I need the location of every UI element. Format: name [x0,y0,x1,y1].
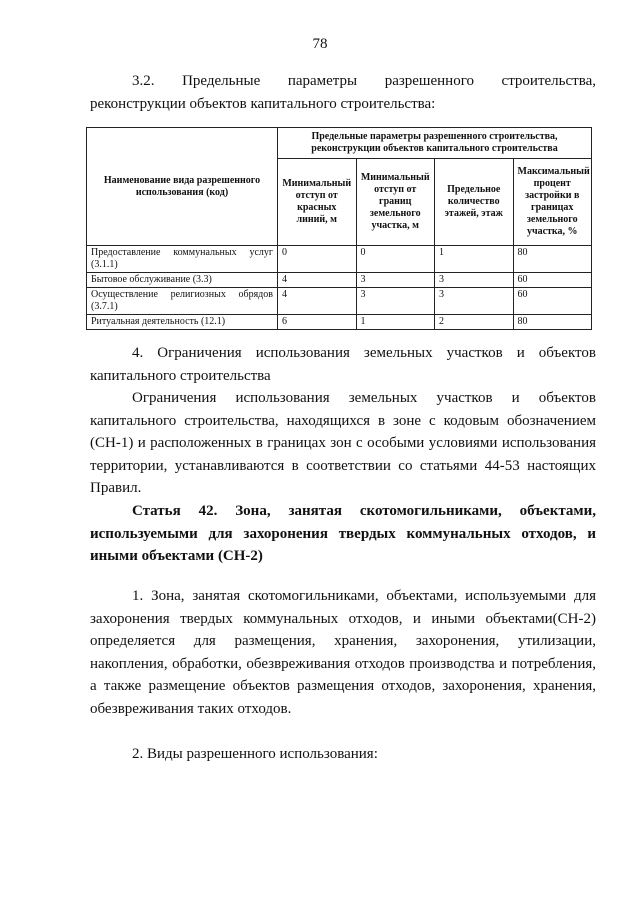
table-cell-name: Осуществление религиозных обрядов (3.7.1) [87,288,278,315]
section-3-2-number: 3.2. [132,73,155,89]
table-row [87,273,592,288]
table-cell: 3 [356,273,435,288]
section-3-2-paragraph [90,70,596,115]
clause-2-paragraph: 2. Виды разрешенного использования: [132,746,378,762]
table-cell: 60 [513,273,592,288]
table-cell: 3 [356,288,435,315]
section-3-2-text: Предельные параметры разрешенного строительства, реконструкции объектов капитального строительства: [90,73,597,112]
table-cell-name: Бытовое обслуживание (3.3) [87,273,278,288]
article-42-heading: Статья 42. Зона, занятая скотомогильниками, объектами, используемыми для захоронения твердых коммунальных отходов, и иными объектами (СН-2) [90,503,596,564]
table-cell-name: Предоставление коммунальных услуг (3.1.1) [87,246,278,273]
table-header-group: Предельные параметры разрешенного строительства, реконструкции объектов капитального строительства [278,128,592,159]
table-header-name: Наименование вида разрешенного использования (код) [87,128,278,246]
table-header-col-3: Предельное количество этажей, этаж [435,159,514,246]
section-4-heading: 4. Ограничения использования земельных участков и объектов капитального строительства [90,345,596,384]
table-cell: 80 [513,246,592,273]
table-cell: 3 [435,288,514,315]
table-header-row-1 [87,128,592,159]
table-row [87,246,592,273]
table-row [87,315,592,330]
clause-1-paragraph: 1. Зона, занятая скотомогильниками, объектами, используемыми для захоронения твердых коммунальных отходов, и иными объектами(СН-2) определяется для размещения, хранения, захоронения, утилизации, накопления, обработки, обезвреживания отходов производства и потребления, а также размещение объектов размещения отходов, захоронения, хранения, обезвреживания таких отходов. [90,588,596,717]
page-number: 78 [312,36,328,52]
table-cell: 0 [278,246,357,273]
table-cell: 4 [278,288,357,315]
table-cell: 0 [356,246,435,273]
table-cell: 3 [435,273,514,288]
table-cell: 1 [435,246,514,273]
parameters-table [86,127,592,330]
table-cell: 2 [435,315,514,330]
table-header-col-2: Минимальный отступ от границ земельного участка, м [356,159,435,246]
table-cell: 6 [278,315,357,330]
table-cell: 4 [278,273,357,288]
table-row [87,288,592,315]
section-4-body: Ограничения использования земельных участков и объектов капитального строительства, находящихся в зоне с кодовым обозначением (СН-1) и расположенных в границах зон с особыми условиями использования территории, устанавливаются в соответствии со статьями 44-53 настоящих Правил. [90,390,596,496]
table-cell-name: Ритуальная деятельность (12.1) [87,315,278,330]
table-cell: 1 [356,315,435,330]
table-header-col-4: Максимальный процент застройки в границах земельного участка, % [513,159,592,246]
table-cell: 80 [513,315,592,330]
table-cell: 60 [513,288,592,315]
table-header-col-1: Минимальный отступ от красных линий, м [278,159,357,246]
